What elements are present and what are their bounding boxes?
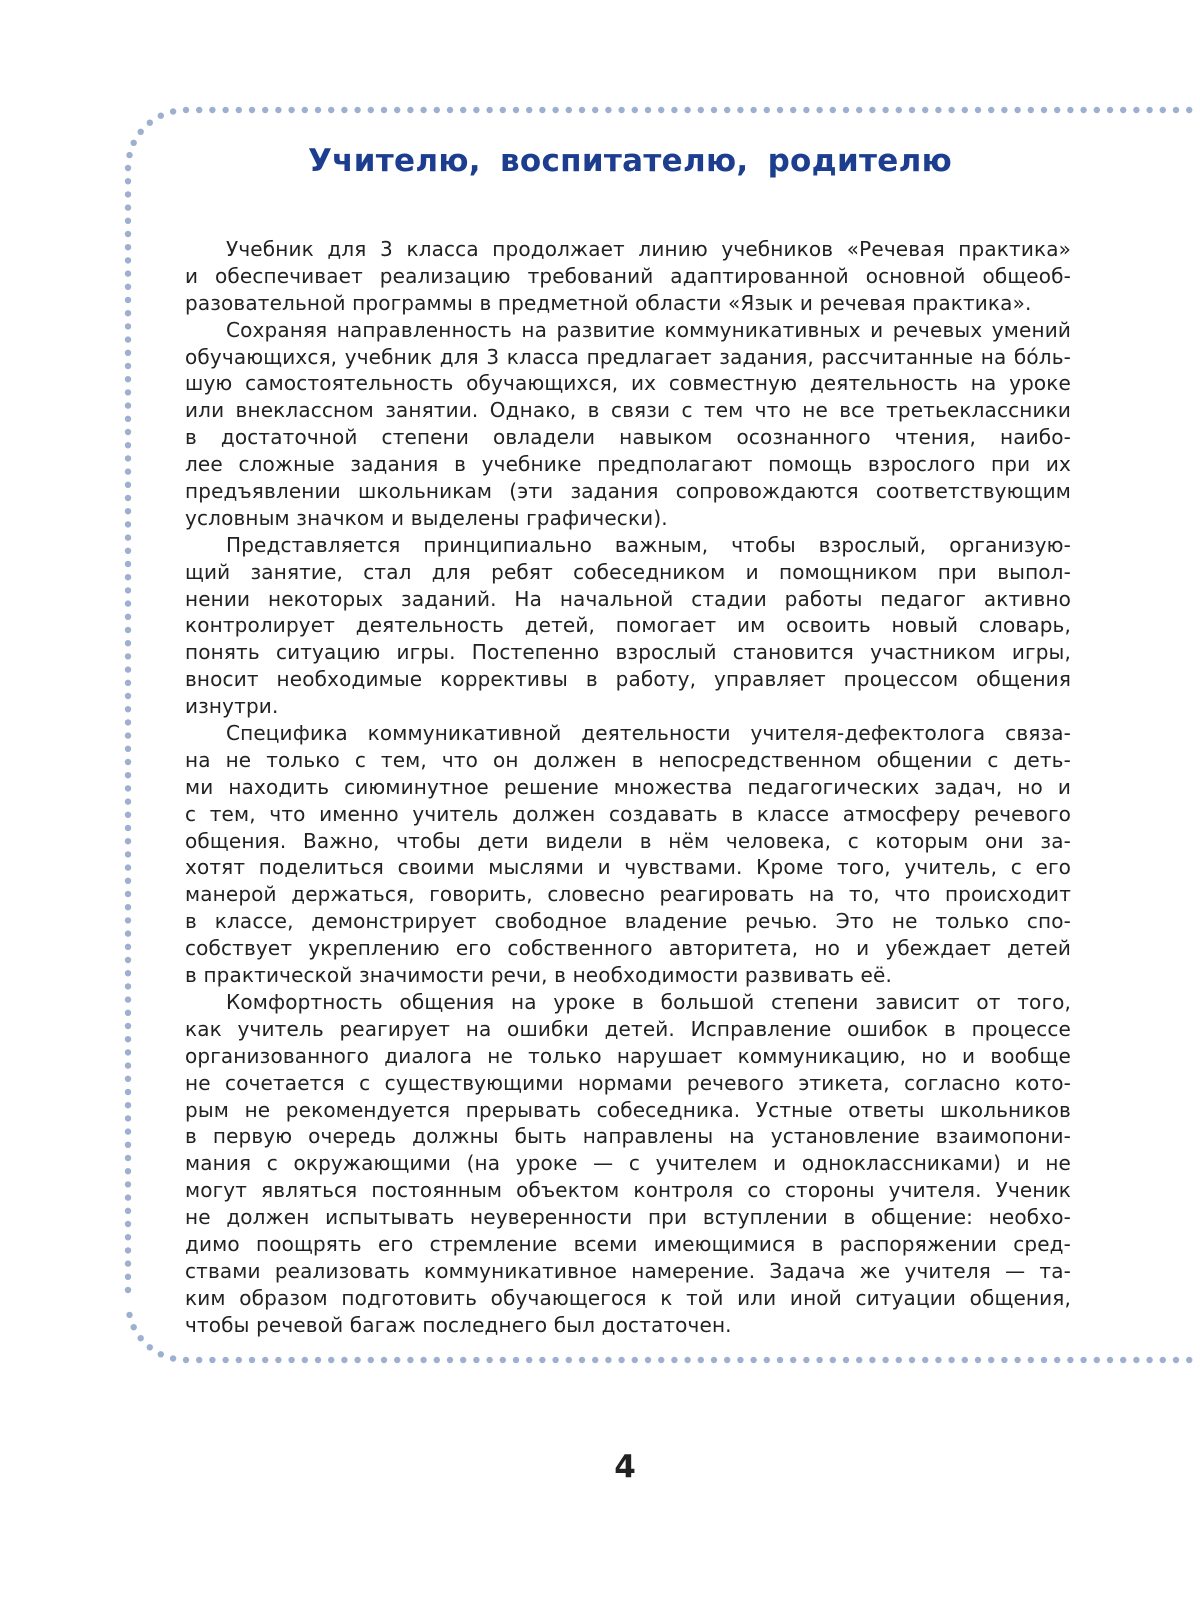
border-dot xyxy=(125,574,131,580)
text-line: общения. Важно, чтобы дети видели в нём человека, с которым они за- xyxy=(185,828,1071,853)
border-dot xyxy=(249,107,255,113)
border-dot xyxy=(302,107,308,113)
border-dot xyxy=(909,107,915,113)
border-dot xyxy=(125,1260,131,1266)
text-line: нении некоторых заданий. На начальной стадии работы педагог активно xyxy=(185,586,1071,611)
border-dot xyxy=(381,1357,387,1363)
border-dot xyxy=(125,693,131,699)
border-dot xyxy=(566,1357,572,1363)
border-dot xyxy=(262,107,268,113)
border-dot xyxy=(125,864,131,870)
border-dot xyxy=(125,1049,131,1055)
border-dot xyxy=(131,1324,137,1330)
text-line: предъявлении школьникам (эти задания сопровождаются соответствующим xyxy=(185,479,1071,504)
border-dot xyxy=(777,107,783,113)
border-dot xyxy=(125,1181,131,1187)
border-dot xyxy=(552,1357,558,1363)
border-dot xyxy=(592,107,598,113)
border-dot xyxy=(618,1357,624,1363)
border-dot xyxy=(125,812,131,818)
text-line: в первую очередь должны быть направлены на установление взаимопони- xyxy=(185,1124,1071,1149)
border-dot xyxy=(125,270,131,276)
border-dot xyxy=(790,1357,796,1363)
border-dot xyxy=(125,561,131,567)
border-dot xyxy=(125,442,131,448)
border-dot xyxy=(1041,107,1047,113)
border-dot xyxy=(447,107,453,113)
border-dot xyxy=(724,1357,730,1363)
border-dot xyxy=(671,107,677,113)
border-dot xyxy=(896,1357,902,1363)
text-line: в практической значимости речи, в необходимости развивать её. xyxy=(185,963,892,988)
border-dot xyxy=(777,1357,783,1363)
border-dot xyxy=(486,107,492,113)
border-dot xyxy=(750,1357,756,1363)
text-line: лее сложные задания в учебнике предполагают помощь взрослого при их xyxy=(185,452,1071,477)
border-dot xyxy=(249,1357,255,1363)
border-dot xyxy=(209,107,215,113)
border-dot xyxy=(125,310,131,316)
border-dot xyxy=(125,204,131,210)
text-line: Специфика коммуникативной деятельности учителя-дефектолога связа- xyxy=(226,721,1071,746)
border-dot xyxy=(539,107,545,113)
border-dot xyxy=(816,107,822,113)
text-line: организованного диалога не только нарушает коммуникацию, но и вообще xyxy=(185,1043,1071,1068)
border-dot xyxy=(125,798,131,804)
border-dot xyxy=(125,719,131,725)
border-dot xyxy=(125,1102,131,1108)
border-dot xyxy=(125,706,131,712)
text-line: изнутри. xyxy=(185,694,279,719)
page-title: Учителю, воспитателю, родителю xyxy=(307,143,953,179)
border-dot xyxy=(236,1357,242,1363)
border-dot xyxy=(170,1355,176,1361)
border-dot xyxy=(125,825,131,831)
border-dot xyxy=(125,429,131,435)
text-line: обучающихся, учебник для 3 класса предлагает задания, рассчитанные на бóль- xyxy=(185,344,1071,369)
page-number: 4 xyxy=(614,1449,636,1485)
border-dot xyxy=(1160,1357,1166,1363)
border-dot xyxy=(1094,107,1100,113)
border-dot xyxy=(275,107,281,113)
border-dot xyxy=(1160,107,1166,113)
border-dot xyxy=(420,1357,426,1363)
border-dot xyxy=(125,402,131,408)
border-dot xyxy=(368,1357,374,1363)
border-dot xyxy=(125,878,131,884)
border-dot xyxy=(125,508,131,514)
text-line: Учебник для 3 класса продолжает линию учебников «Речевая практика» xyxy=(226,237,1071,261)
border-dot xyxy=(434,107,440,113)
border-dot xyxy=(147,120,153,126)
border-dot xyxy=(125,336,131,342)
border-dot xyxy=(1028,1357,1034,1363)
border-dot xyxy=(645,107,651,113)
border-dot xyxy=(125,1287,131,1293)
border-dot xyxy=(125,600,131,606)
border-dot xyxy=(579,1357,585,1363)
border-dot xyxy=(790,107,796,113)
border-dot xyxy=(125,1247,131,1253)
border-dot xyxy=(816,1357,822,1363)
border-dot xyxy=(1120,1357,1126,1363)
border-dot xyxy=(125,759,131,765)
text-line: Комфортность общения на уроке в большой степени зависит от того, xyxy=(226,989,1071,1014)
border-dot xyxy=(125,772,131,778)
border-dot xyxy=(605,107,611,113)
border-dot xyxy=(354,107,360,113)
text-line: разовательной программы в предметной области «Язык и речевая практика». xyxy=(185,290,1032,315)
border-dot xyxy=(288,107,294,113)
border-dot xyxy=(368,107,374,113)
border-dot xyxy=(592,1357,598,1363)
border-dot xyxy=(196,107,202,113)
border-dot xyxy=(1014,1357,1020,1363)
text-line: на не только с тем, что он должен в непосредственном общении с деть- xyxy=(185,747,1071,772)
border-dot xyxy=(407,107,413,113)
text-line: ми находить сиюминутное решение множества педагогических задач, но и xyxy=(185,774,1071,799)
border-dot xyxy=(1107,107,1113,113)
border-dot xyxy=(1041,1357,1047,1363)
border-dot xyxy=(1173,1357,1179,1363)
border-dot xyxy=(125,891,131,897)
border-dot xyxy=(381,107,387,113)
border-dot xyxy=(988,107,994,113)
text-line: не сочетается с существующими нормами речевого этикета, согласно кото- xyxy=(185,1070,1071,1095)
border-dot xyxy=(394,107,400,113)
border-dot xyxy=(539,1357,545,1363)
border-dot xyxy=(1186,107,1192,113)
body-text xyxy=(185,236,1071,1339)
text-line: шую самостоятельность обучающихся, их совместную деятельность на уроке xyxy=(185,371,1071,396)
border-dot xyxy=(125,851,131,857)
text-line: хотят поделиться своими мыслями и чувствами. Кроме того, учитель, с его xyxy=(185,855,1071,880)
border-dot xyxy=(407,1357,413,1363)
border-dot xyxy=(975,1357,981,1363)
border-dot xyxy=(125,944,131,950)
border-dot xyxy=(552,107,558,113)
border-dot xyxy=(125,534,131,540)
border-dot xyxy=(1001,1357,1007,1363)
text-line: в классе, демонстрирует свободное владение речью. Это не только спо- xyxy=(185,909,1071,934)
border-dot xyxy=(236,107,242,113)
border-dot xyxy=(1133,1357,1139,1363)
border-dot xyxy=(125,1036,131,1042)
border-dot xyxy=(1080,1357,1086,1363)
border-dot xyxy=(1080,107,1086,113)
border-dot xyxy=(222,107,228,113)
border-dot xyxy=(125,376,131,382)
text-line: и обеспечивает реализацию требований адаптированной основной общеоб- xyxy=(185,263,1071,288)
border-dot xyxy=(803,1357,809,1363)
border-dot xyxy=(125,587,131,593)
border-dot xyxy=(147,1344,153,1350)
border-dot xyxy=(125,666,131,672)
border-dot xyxy=(566,107,572,113)
border-dot xyxy=(948,107,954,113)
border-dot xyxy=(711,1357,717,1363)
border-dot xyxy=(328,1357,334,1363)
border-dot xyxy=(341,1357,347,1363)
border-dot xyxy=(183,1357,189,1363)
border-dot xyxy=(843,107,849,113)
border-dot xyxy=(869,1357,875,1363)
border-dot xyxy=(460,1357,466,1363)
border-dot xyxy=(125,363,131,369)
border-dot xyxy=(750,107,756,113)
border-dot xyxy=(935,107,941,113)
border-dot xyxy=(125,614,131,620)
border-dot xyxy=(125,1221,131,1227)
border-dot xyxy=(262,1357,268,1363)
border-dot xyxy=(125,917,131,923)
border-dot xyxy=(315,1357,321,1363)
border-dot xyxy=(1133,107,1139,113)
border-dot xyxy=(896,107,902,113)
border-dot xyxy=(500,1357,506,1363)
border-dot xyxy=(830,107,836,113)
border-dot xyxy=(698,1357,704,1363)
text-line: как учитель реагирует на ошибки детей. Исправление ошибок в процессе xyxy=(185,1016,1071,1041)
border-dot xyxy=(125,1274,131,1280)
border-dot xyxy=(125,732,131,738)
border-dot xyxy=(125,548,131,554)
border-dot xyxy=(302,1357,308,1363)
border-dot xyxy=(658,107,664,113)
border-dot xyxy=(737,1357,743,1363)
border-dot xyxy=(125,904,131,910)
border-dot xyxy=(125,930,131,936)
border-dot xyxy=(183,107,189,113)
border-dot xyxy=(645,1357,651,1363)
border-dot xyxy=(1028,107,1034,113)
border-dot xyxy=(579,107,585,113)
text-line: мания с окружающими (на уроке — с учителем и одноклассниками) и не xyxy=(185,1151,1071,1176)
border-dot xyxy=(125,1023,131,1029)
border-dot xyxy=(922,107,928,113)
border-dot xyxy=(830,1357,836,1363)
text-line: условным значком и выделены графически). xyxy=(185,505,668,530)
border-dot xyxy=(125,1194,131,1200)
border-dot xyxy=(684,107,690,113)
text-line: рым не рекомендуется прерывать собеседника. Устные ответы школьников xyxy=(185,1097,1071,1122)
border-dot xyxy=(1186,1357,1192,1363)
border-dot xyxy=(711,107,717,113)
border-dot xyxy=(632,107,638,113)
text-line: ким образом подготовить обучающегося к той или иной ситуации общения, xyxy=(185,1285,1071,1310)
text-line: в достаточной степени овладели навыком осознанного чтения, наибо- xyxy=(185,425,1071,450)
border-dot xyxy=(420,107,426,113)
border-dot xyxy=(125,218,131,224)
border-dot xyxy=(125,1010,131,1016)
border-dot xyxy=(125,1168,131,1174)
border-dot xyxy=(988,1357,994,1363)
text-line: с тем, что именно учитель должен создавать в классе атмосферу речевого xyxy=(185,801,1071,826)
border-dot xyxy=(1107,1357,1113,1363)
border-dot xyxy=(962,107,968,113)
border-dot xyxy=(125,1128,131,1134)
text-line: понять ситуацию игры. Постепенно взрослый становится участником игры, xyxy=(185,640,1071,665)
border-dot xyxy=(856,1357,862,1363)
border-dot xyxy=(125,996,131,1002)
border-dot xyxy=(125,178,131,184)
border-dot xyxy=(158,1351,164,1357)
border-dot xyxy=(125,482,131,488)
text-line: могут являться постоянным объектом контроля со стороны учителя. Ученик xyxy=(185,1178,1071,1203)
border-dot xyxy=(460,107,466,113)
text-line: или внеклассном занятии. Однако, в связи с тем что не все третьеклассники xyxy=(185,398,1071,423)
border-dot xyxy=(138,129,144,135)
border-dot xyxy=(125,1234,131,1240)
border-dot xyxy=(1146,107,1152,113)
border-dot xyxy=(447,1357,453,1363)
border-dot xyxy=(354,1357,360,1363)
text-line: Представляется принципиально важным, чтобы взрослый, организую- xyxy=(226,532,1071,557)
border-dot xyxy=(803,107,809,113)
border-dot xyxy=(948,1357,954,1363)
border-dot xyxy=(1120,107,1126,113)
border-dot xyxy=(1054,107,1060,113)
text-line: щий занятие, стал для ребят собеседником и помощником при выпол- xyxy=(185,559,1071,584)
border-dot xyxy=(125,1155,131,1161)
border-dot xyxy=(158,113,164,119)
text-line: не должен испытывать неуверенности при вступлении в общение: необхо- xyxy=(185,1205,1071,1230)
border-dot xyxy=(962,1357,968,1363)
border-dot xyxy=(737,107,743,113)
border-dot xyxy=(125,838,131,844)
border-dot xyxy=(125,323,131,329)
border-dot xyxy=(125,495,131,501)
border-dot xyxy=(126,1312,132,1318)
border-dot xyxy=(125,257,131,263)
text-line: димо поощрять его стремление всеми имеющимися в распоряжении сред- xyxy=(185,1231,1071,1256)
border-dot xyxy=(473,107,479,113)
border-dot xyxy=(935,1357,941,1363)
text-line: чтобы речевой багаж последнего был достаточен. xyxy=(185,1312,732,1337)
border-dot xyxy=(125,746,131,752)
text-line: Сохраняя направленность на развитие коммуникативных и речевых умений xyxy=(226,317,1071,342)
text-line: вносит необходимые коррективы в работу, управляет процессом общения xyxy=(185,667,1071,692)
border-dot xyxy=(125,191,131,197)
border-dot xyxy=(275,1357,281,1363)
border-dot xyxy=(486,1357,492,1363)
border-dot xyxy=(618,107,624,113)
border-dot xyxy=(526,1357,532,1363)
border-dot xyxy=(513,107,519,113)
border-dot xyxy=(209,1357,215,1363)
text-line: собствует укреплению его собственного авторитета, но и убеждает детей xyxy=(185,936,1071,961)
border-dot xyxy=(125,957,131,963)
border-dot xyxy=(869,107,875,113)
border-dot xyxy=(138,1335,144,1341)
border-dot xyxy=(922,1357,928,1363)
border-dot xyxy=(125,680,131,686)
border-dot xyxy=(125,627,131,633)
border-dot xyxy=(125,1115,131,1121)
border-dot xyxy=(671,1357,677,1363)
border-dot xyxy=(125,468,131,474)
border-dot xyxy=(975,107,981,113)
border-dot xyxy=(526,107,532,113)
border-dot xyxy=(882,107,888,113)
border-dot xyxy=(196,1357,202,1363)
border-dot xyxy=(513,1357,519,1363)
border-dot xyxy=(125,284,131,290)
border-dot xyxy=(125,1208,131,1214)
border-dot xyxy=(684,1357,690,1363)
border-dot xyxy=(125,1089,131,1095)
border-dot xyxy=(1094,1357,1100,1363)
border-dot xyxy=(843,1357,849,1363)
border-dot xyxy=(125,231,131,237)
border-dot xyxy=(125,455,131,461)
border-dot xyxy=(698,107,704,113)
border-dot xyxy=(125,983,131,989)
border-dot xyxy=(125,389,131,395)
border-dot xyxy=(658,1357,664,1363)
border-dot xyxy=(125,1076,131,1082)
border-dot xyxy=(909,1357,915,1363)
text-line: манерой держаться, говорить, словесно реагировать на то, что происходит xyxy=(185,882,1071,907)
border-dot xyxy=(605,1357,611,1363)
border-dot xyxy=(170,108,176,114)
border-dot xyxy=(328,107,334,113)
text-line: контролирует деятельность детей, помогает им освоить новый словарь, xyxy=(185,613,1071,638)
border-dot xyxy=(125,297,131,303)
border-dot xyxy=(125,1142,131,1148)
border-dot xyxy=(500,107,506,113)
border-dot xyxy=(882,1357,888,1363)
border-dot xyxy=(315,107,321,113)
border-dot xyxy=(125,1062,131,1068)
border-dot xyxy=(1173,107,1179,113)
border-dot xyxy=(1067,107,1073,113)
border-dot xyxy=(1067,1357,1073,1363)
border-dot xyxy=(1146,1357,1152,1363)
border-dot xyxy=(125,785,131,791)
border-dot xyxy=(1014,107,1020,113)
border-dot xyxy=(125,244,131,250)
border-dot xyxy=(125,653,131,659)
border-dot xyxy=(125,640,131,646)
border-dot xyxy=(764,1357,770,1363)
border-dot xyxy=(341,107,347,113)
border-dot xyxy=(632,1357,638,1363)
border-dot xyxy=(394,1357,400,1363)
border-dot xyxy=(1001,107,1007,113)
border-dot xyxy=(222,1357,228,1363)
border-dot xyxy=(125,521,131,527)
border-dot xyxy=(764,107,770,113)
border-dot xyxy=(434,1357,440,1363)
border-dot xyxy=(1054,1357,1060,1363)
text-line: ствами реализовать коммуникативное намерение. Задача же учителя — та- xyxy=(185,1258,1071,1283)
border-dot xyxy=(856,107,862,113)
border-dot xyxy=(125,970,131,976)
border-dot xyxy=(125,416,131,422)
border-dot xyxy=(125,350,131,356)
border-dot xyxy=(724,107,730,113)
border-dot xyxy=(288,1357,294,1363)
border-dot xyxy=(473,1357,479,1363)
